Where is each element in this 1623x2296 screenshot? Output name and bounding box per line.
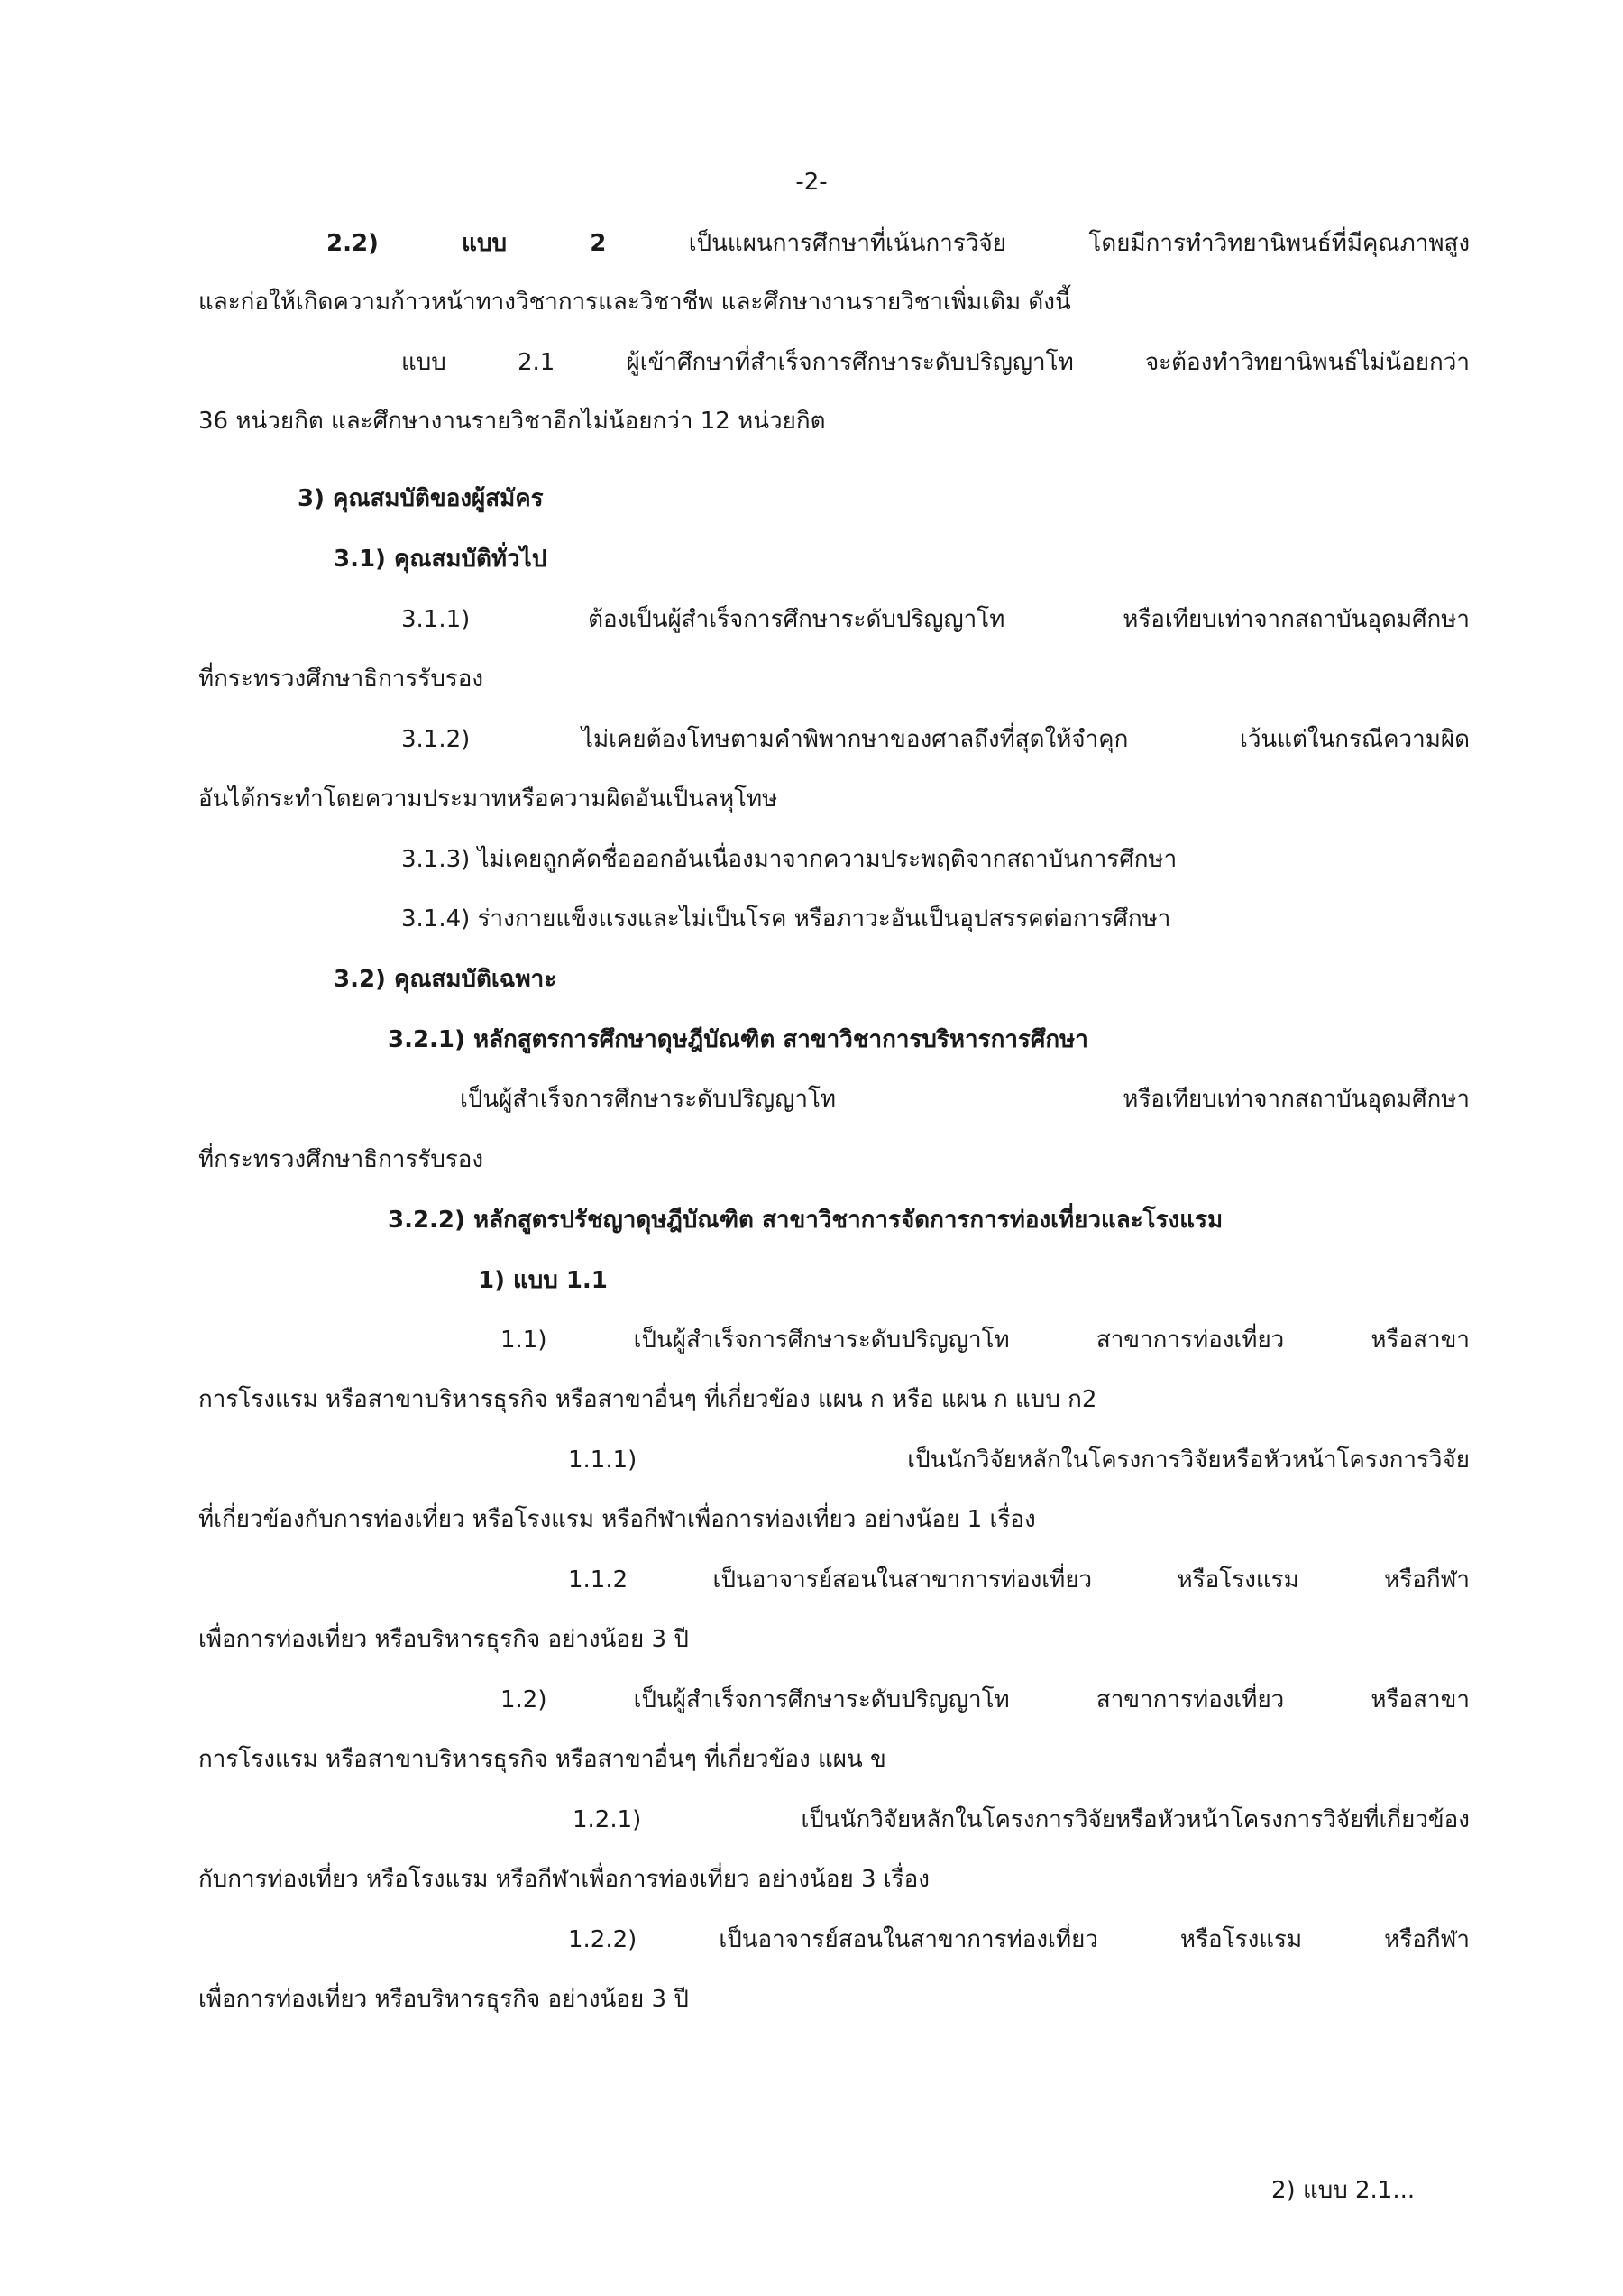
item-1-1-2-line2: เพื่อการท่องเที่ยว หรือบริหารธุรกิจ อย่างน้อย 3 ปี bbox=[198, 1626, 689, 1653]
item-1-1-1-line2: ที่เกี่ยวข้องกับการท่องเที่ยว หรือโรงแรม หรือกีฬาเพื่อการท่องเที่ยว อย่างน้อย 1 เรื่อง bbox=[198, 1506, 1036, 1533]
plan-1-1-heading: 1) แบบ 1.1 bbox=[478, 1267, 608, 1294]
section-2-2-line bbox=[326, 225, 1470, 262]
item-1-2-1-line2: กับการท่องเที่ยว หรือโรงแรม หรือกีฬาเพื่อการท่องเที่ยว อย่างน้อย 3 เรื่อง bbox=[198, 1866, 930, 1893]
section-3-2-1-heading: 3.2.1) หลักสูตรการศึกษาดุษฎีบัณฑิต สาขาวิชาการบริหารการศึกษา bbox=[388, 1026, 1088, 1053]
plan-2-1-line1: แบบ 2.1 ผู้เข้าศึกษาที่สำเร็จการศึกษาระดับปริญญาโท จะต้องทำวิทยานิพนธ์ไม่น้อยกว่า bbox=[401, 349, 1470, 376]
continuation-marker: 2) แบบ 2.1... bbox=[1271, 2177, 1416, 2204]
item-1-2-2-line2: เพื่อการท่องเที่ยว หรือบริหารธุรกิจ อย่างน้อย 3 ปี bbox=[198, 1986, 689, 2013]
section-3-heading: 3) คุณสมบัติของผู้สมัคร bbox=[298, 485, 544, 512]
item-1-2-line2: การโรงแรม หรือสาขาบริหารธุรกิจ หรือสาขาอื่นๆ ที่เกี่ยวข้อง แผน ข bbox=[198, 1746, 886, 1773]
section-2-2-text: เป็นแผนการศึกษาที่เน้นการวิจัย โดยมีการทำวิทยานิพนธ์ที่มีคุณภาพสูง bbox=[688, 230, 1471, 257]
section-2-2-cont: และก่อให้เกิดความก้าวหน้าทางวิชาการและวิชาชีพ และศึกษางานรายวิชาเพิ่มเติม ดังนี้ bbox=[198, 289, 1071, 316]
item-1-2-1-line1: 1.2.1) เป็นนักวิจัยหลักในโครงการวิจัยหรือหัวหน้าโครงการวิจัยที่เกี่ยวข้อง bbox=[573, 1806, 1470, 1833]
item-3-1-3: 3.1.3) ไม่เคยถูกคัดชื่อออกอันเนื่องมาจากความประพฤติจากสถาบันการศึกษา bbox=[401, 846, 1178, 873]
section-3-1-heading: 3.1) คุณสมบัติทั่วไป bbox=[334, 546, 547, 573]
item-3-1-1-line2: ที่กระทรวงศึกษาธิการรับรอง bbox=[198, 666, 484, 693]
item-1-1-line1: 1.1) เป็นผู้สำเร็จการศึกษาระดับปริญญาโท สาขาการท่องเที่ยว หรือสาขา bbox=[500, 1327, 1470, 1354]
page-number: -2- bbox=[795, 169, 828, 196]
item-1-1-2-line1: 1.1.2 เป็นอาจารย์สอนในสาขาการท่องเที่ยว หรือโรงแรม หรือกีฬา bbox=[568, 1566, 1470, 1593]
section-2-2-label: 2.2) แบบ 2 bbox=[326, 230, 607, 257]
item-1-1-line2: การโรงแรม หรือสาขาบริหารธุรกิจ หรือสาขาอื่นๆ ที่เกี่ยวข้อง แผน ก หรือ แผน ก แบบ ก2 bbox=[198, 1386, 1097, 1413]
item-3-1-2-line1: 3.1.2) ไม่เคยต้องโทษตามคำพิพากษาของศาลถึงที่สุดให้จำคุก เว้นแต่ในกรณีความผิด bbox=[401, 726, 1470, 753]
item-1-2-2-line1: 1.2.2) เป็นอาจารย์สอนในสาขาการท่องเที่ยว หรือโรงแรม หรือกีฬา bbox=[568, 1926, 1470, 1953]
plan-2-1-line2: 36 หน่วยกิต และศึกษางานรายวิชาอีกไม่น้อยกว่า 12 หน่วยกิต bbox=[198, 408, 826, 435]
item-3-1-4: 3.1.4) ร่างกายแข็งแรงและไม่เป็นโรค หรือภาวะอันเป็นอุปสรรคต่อการศึกษา bbox=[401, 905, 1171, 932]
item-3-1-1-line1: 3.1.1) ต้องเป็นผู้สำเร็จการศึกษาระดับปริญญาโท หรือเทียบเท่าจากสถาบันอุดมศึกษา bbox=[401, 606, 1470, 633]
item-1-1-1-line1: 1.1.1) เป็นนักวิจัยหลักในโครงการวิจัยหรือหัวหน้าโครงการวิจัย bbox=[568, 1446, 1470, 1474]
section-3-2-2-heading: 3.2.2) หลักสูตรปรัชญาดุษฎีบัณฑิต สาขาวิชาการจัดการการท่องเที่ยวและโรงแรม bbox=[388, 1207, 1224, 1234]
section-3-2-heading: 3.2) คุณสมบัติเฉพาะ bbox=[334, 966, 557, 993]
item-1-2-line1: 1.2) เป็นผู้สำเร็จการศึกษาระดับปริญญาโท สาขาการท่องเที่ยว หรือสาขา bbox=[500, 1686, 1470, 1713]
item-3-2-1-line1: เป็นผู้สำเร็จการศึกษาระดับปริญญาโท หรือเทียบเท่าจากสถาบันอุดมศึกษา bbox=[460, 1086, 1470, 1113]
item-3-1-2-line2: อันได้กระทำโดยความประมาทหรือความผิดอันเป็นลหุโทษ bbox=[198, 785, 778, 813]
item-3-2-1-line2: ที่กระทรวงศึกษาธิการรับรอง bbox=[198, 1146, 484, 1173]
